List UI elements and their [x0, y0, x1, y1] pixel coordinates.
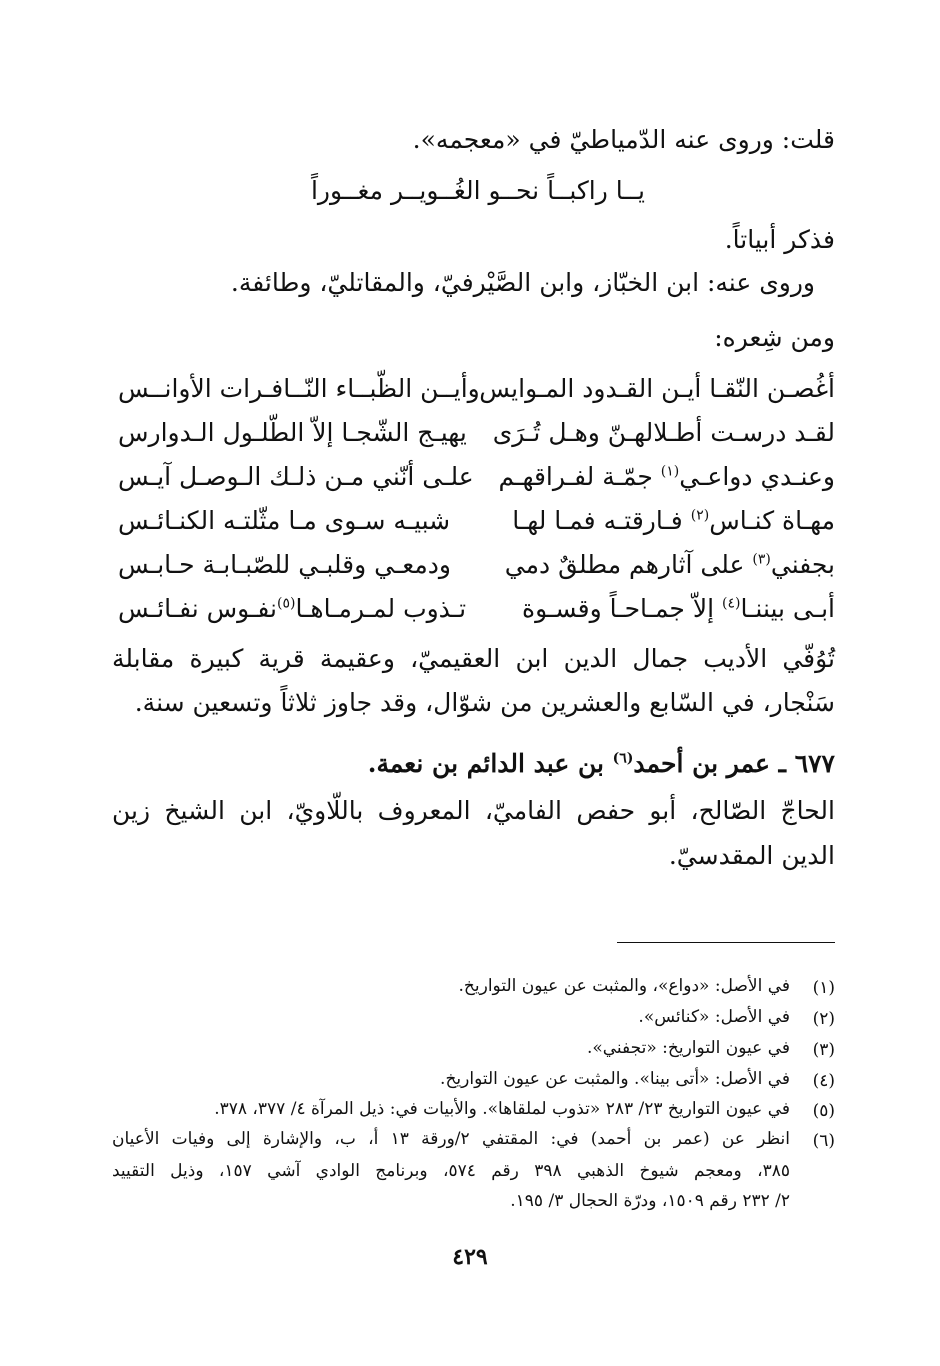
footnote-number: (٥)	[812, 1101, 835, 1121]
poem-hemistich-second	[118, 593, 466, 625]
poem-hemistich-first	[479, 373, 835, 405]
footnote-ref: (١)	[660, 463, 680, 480]
paragraph-line: سَنْجار، في السّابع والعشرين من شوّال، وقد جاوز ثلاثاً وتسعين سنة.	[134, 688, 835, 717]
hemistich-text: أبـى بيننـا	[740, 594, 835, 623]
hemistich-text: نفـوس نفـائـس	[118, 594, 278, 623]
footnote-text: في الأصل: «أتى بينا». والمثبت عن عيون التواريخ.	[440, 1069, 790, 1089]
entry-heading-text: بن عبد الدائم بن نعمة.	[367, 749, 613, 778]
hemistich-text: فـارقتـه فمـا لهـا	[512, 506, 691, 535]
hemistich-text: لقـد درسـت أطـلالهـنّ وهـل تُـرَى	[492, 418, 835, 447]
footnote-text: في الأصل: «دواع»، والمثبت عن عيون التواريخ.	[458, 976, 790, 996]
footnote-text: ٣٨٥، ومعجم شيوخ الذهبي ٣٩٨ رقم ٥٧٤، وبرنامج الوادي آشي ١٥٧، وذيل التقييد	[112, 1161, 790, 1181]
footnote-text: في عيون التواريخ: «تجفني».	[586, 1038, 790, 1058]
body-line: وروى عنه: ابن الخبّاز، وابن الصَّيْرفيّ، والمقاتليّ، وطائفة.	[230, 268, 815, 297]
poem-hemistich-second	[118, 417, 467, 449]
verse-quote: يــا راكبــاً نحــو الغُــويــر مغــوراً	[310, 176, 645, 205]
footnote-number: (١)	[812, 978, 835, 998]
body-line: فذكر أبياتاً.	[724, 225, 835, 254]
entry-line: الدين المقدسيّ.	[668, 841, 835, 870]
footnote-text: في عيون التواريخ ٢٣/ ٢٨٣ «تذوب لملقاها». والأبيات في: ذيل المرآة ٤/ ٣٧٧، ٣٧٨.	[214, 1099, 790, 1119]
footnote-ref: (٥)	[277, 595, 296, 612]
body-line: ومن شِعره:	[714, 323, 835, 352]
entry-heading-text: ٦٧٧ ـ عمر بن أحمد	[633, 749, 835, 778]
footnote-text: انظر عن (عمر بن أحمد) في: المقتفي ٢/ورقة ١٣ أ، ب، والإشارة إلى وفيات الأعيان	[112, 1129, 791, 1149]
footnote-ref: (٣)	[752, 551, 771, 568]
hemistich-text: تـذوب لمـرمـاهـا	[295, 594, 467, 623]
hemistich-text: ودمعـي وقلبـي للصّبـابـة حـابـس	[118, 550, 451, 579]
poem-hemistich-first	[522, 593, 835, 625]
poem-hemistich-first	[499, 461, 836, 493]
body-line: قلت: وروى عنه الدّمياطيّ في «معجمه».	[412, 125, 835, 154]
poem-hemistich-second	[118, 549, 451, 581]
footnote-text: ٢/ ٢٣٢ رقم ١٥٠٩، ودرّة الحجال ٣/ ١٩٥.	[510, 1191, 790, 1211]
footnote-number: (٤)	[812, 1071, 835, 1091]
footnote-separator	[617, 942, 835, 943]
hemistich-text: جمّـة لفـراقهـم	[498, 462, 661, 491]
poem-hemistich-first	[505, 549, 835, 581]
hemistich-text: وأيــن الظّبــاء النّــافـرات الأوانــس	[118, 374, 480, 403]
footnote-ref: (٦)	[612, 750, 634, 767]
footnote-text: في الأصل: «كنائس».	[638, 1007, 790, 1027]
hemistich-text: أغُصـن النّقـا أيـن القـدود المـوايس	[479, 374, 835, 403]
entry-heading	[368, 748, 835, 780]
poem-hemistich-second	[118, 461, 474, 493]
page-number: ٤٢٩	[452, 1244, 488, 1270]
poem-hemistich-second	[118, 373, 480, 405]
entry-line: الحاجّ الصّالح، أبو حفص الفاميّ، المعروف باللّاويّ، ابن الشيخ زين	[112, 796, 835, 825]
poem-hemistich-first	[493, 417, 835, 449]
hemistich-text: مهـاة كنـاس	[709, 506, 835, 535]
hemistich-text: إلاّ جمـاحـاً وقسـوة	[522, 594, 722, 623]
hemistich-text: علـى أنّني مـن ذلـك الـوصـل آيـس	[118, 462, 474, 491]
footnote-ref: (٢)	[690, 507, 710, 524]
poem-hemistich-second	[118, 505, 450, 537]
hemistich-text: بجفني	[770, 550, 835, 579]
hemistich-text: على آثارهم مطلقٌ دمي	[504, 550, 753, 579]
hemistich-text: وعنـدي دواعـي	[679, 462, 835, 491]
hemistich-text: شبيـه سـوى مـا مثّلتـه الكنـائـس	[118, 506, 451, 535]
hemistich-text: يهيـج الشّجـا إلاّ الطّلـول الـدوارس	[118, 418, 467, 447]
footnote-number: (٢)	[812, 1009, 835, 1029]
poem-hemistich-first	[512, 505, 835, 537]
footnote-ref: (٤)	[721, 595, 741, 612]
footnote-number: (٦)	[812, 1131, 835, 1151]
footnote-number: (٣)	[812, 1040, 835, 1060]
paragraph-line: تُوُفّي الأديب جمال الدين ابن العقيميّ، وعقيمة قرية كبيرة مقابلة	[112, 644, 835, 673]
